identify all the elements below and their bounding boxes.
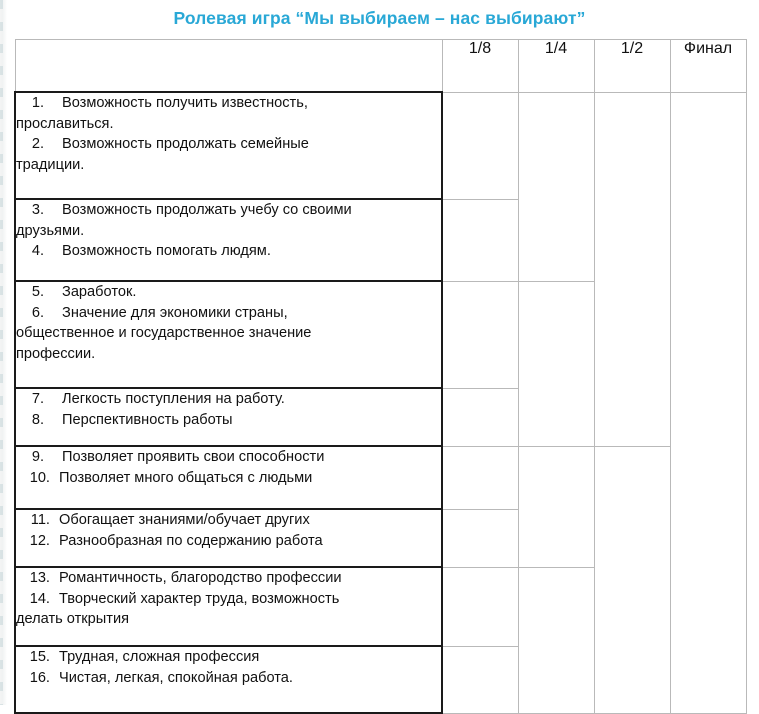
criteria-item [16,568,441,589]
criteria-cell [15,567,442,646]
criteria-item [16,647,441,668]
criteria-text: Позволяет проявить свои способности [62,449,325,465]
round-cell-eighth[interactable] [442,567,518,646]
criteria-line [16,114,441,135]
round-cell-eighth[interactable] [442,646,518,713]
criteria-text: Возможность получить известность, [62,95,308,111]
criteria-item [16,410,441,431]
criteria-line [16,323,441,344]
header-round-half: 1/2 [594,40,670,93]
criteria-cell [15,388,442,446]
criteria-item [16,468,441,489]
round-cell-quarter[interactable] [518,567,594,713]
criteria-number: 16. [29,669,50,686]
criteria-text: Значение для экономики страны, [62,304,288,321]
page-title: Ролевая игра “Мы выбираем – нас выбирают” [173,8,586,28]
criteria-line [16,668,441,689]
criteria-line [16,241,441,262]
criteria-line [16,282,441,303]
criteria-line [16,447,441,468]
criteria-item [16,668,441,689]
criteria-line [16,134,441,155]
criteria-line [16,93,441,114]
criteria-line [16,344,441,365]
criteria-cell [15,509,442,567]
criteria-line [16,510,441,531]
criteria-number: 15. [29,649,50,665]
criteria-cell [15,92,442,199]
criteria-cell [15,646,442,713]
criteria-number: 14. [29,590,50,607]
criteria-text: прославиться. [16,115,114,132]
round-cell-eighth[interactable] [442,509,518,567]
criteria-item [16,589,441,630]
round-cell-final[interactable] [670,92,746,713]
criteria-line [16,609,441,630]
criteria-text: Романтичность, благородство профессии [59,570,342,586]
criteria-text: Перспективность работы [62,411,233,428]
criteria-number: 13. [29,570,50,586]
criteria-item [16,93,441,134]
criteria-text: Позволяет много общаться с людьми [59,469,313,486]
criteria-text: общественное и государственное значение [16,325,312,342]
round-cell-half[interactable] [594,446,670,713]
round-cell-half[interactable] [594,92,670,446]
table-row [15,446,746,509]
criteria-item [16,389,441,410]
criteria-number: 8. [31,411,44,428]
round-cell-eighth[interactable] [442,281,518,388]
page-edge-artifact [0,0,7,705]
criteria-text: Возможность продолжать семейные [62,136,309,153]
round-cell-quarter[interactable] [518,92,594,281]
header-criteria-blank [15,40,442,93]
criteria-text: Возможность помогать людям. [62,243,271,260]
criteria-number: 3. [31,202,44,218]
table-row [15,92,746,199]
criteria-line [16,389,441,410]
criteria-number: 1. [31,95,44,111]
round-cell-eighth[interactable] [442,199,518,281]
criteria-item [16,282,441,303]
round-cell-quarter[interactable] [518,281,594,446]
criteria-line [16,303,441,324]
criteria-item [16,241,441,262]
table-header [15,40,746,93]
criteria-item [16,531,441,552]
criteria-line [16,410,441,431]
header-round-quarter: 1/4 [518,40,594,93]
criteria-line [16,200,441,221]
header-row [15,40,746,93]
criteria-text: делать открытия [16,611,130,628]
criteria-item [16,200,441,241]
criteria-line [16,468,441,489]
criteria-number: 9. [31,449,44,465]
criteria-line [16,531,441,552]
criteria-text: Разнообразная по содержанию работа [59,532,323,549]
round-cell-eighth[interactable] [442,92,518,199]
criteria-line [16,221,441,242]
criteria-number: 5. [31,284,44,300]
criteria-text: Заработок. [62,284,137,300]
criteria-text: Творческий характер труда, возможность [59,590,340,607]
header-round-eighth: 1/8 [442,40,518,93]
criteria-cell [15,281,442,388]
criteria-text: друзьями. [16,222,85,239]
criteria-number: 12. [29,532,50,549]
round-cell-eighth[interactable] [442,446,518,509]
criteria-number: 10. [29,469,50,486]
tournament-bracket-table [14,39,747,714]
header-round-final: Финал [670,40,746,93]
round-cell-quarter[interactable] [518,446,594,567]
criteria-number: 11. [30,512,50,528]
criteria-number: 7. [31,391,44,407]
criteria-item [16,510,441,531]
criteria-text: Чистая, легкая, спокойная работа. [59,669,293,686]
criteria-line [16,155,441,176]
criteria-number: 6. [31,304,44,321]
criteria-text: традиции. [16,157,85,174]
criteria-number: 4. [31,243,44,260]
table-body [15,92,746,713]
criteria-item [16,134,441,175]
criteria-text: Легкость поступления на работу. [62,391,285,407]
criteria-cell [15,199,442,281]
criteria-line [16,647,441,668]
criteria-text: Трудная, сложная профессия [59,649,260,665]
criteria-item [16,303,441,365]
criteria-item [16,447,441,468]
criteria-text: Возможность продолжать учебу со своими [62,202,352,218]
criteria-number: 2. [31,136,44,153]
criteria-text: Обогащает знаниями/обучает других [59,512,310,528]
criteria-line [16,589,441,610]
round-cell-eighth[interactable] [442,388,518,446]
criteria-line [16,568,441,589]
criteria-text: профессии. [16,346,96,363]
criteria-cell [15,446,442,509]
